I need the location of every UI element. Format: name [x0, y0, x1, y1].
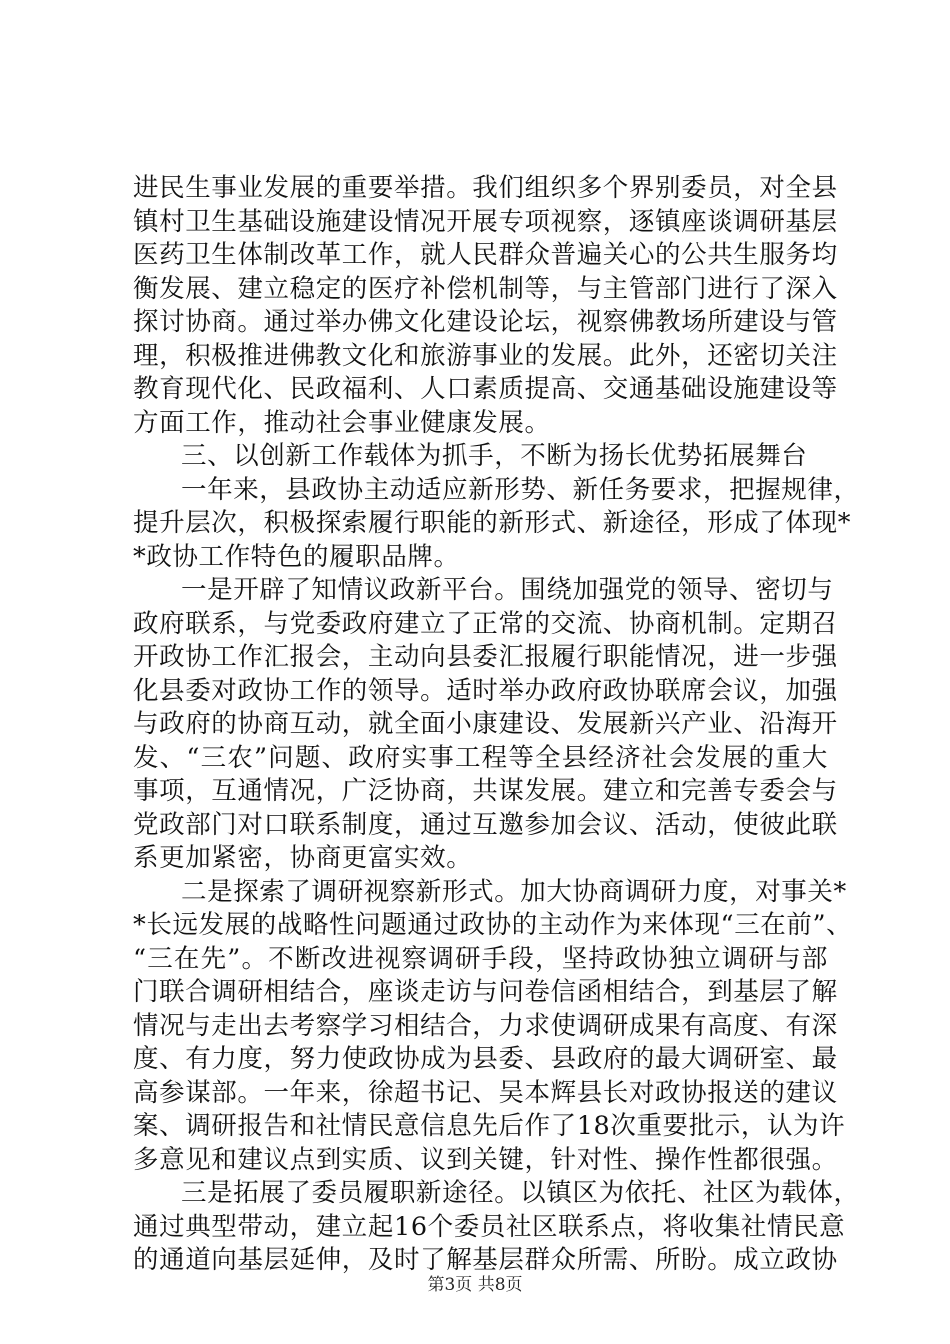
text-line: 度、有力度，努力使政协成为县委、县政府的最大调研室、最	[133, 1044, 838, 1074]
text-line: 进民生事业发展的重要举措。我们组织多个界别委员，对全县	[133, 173, 838, 203]
text-line: 三是拓展了委员履职新途径。以镇区为依托、社区为载体，	[181, 1178, 860, 1208]
text-line: 政府联系，与党委政府建立了正常的交流、协商机制。定期召	[133, 608, 838, 639]
text-line: 门联合调研相结合，座谈走访与问卷信函相结合，到基层了解	[133, 977, 838, 1007]
text-line: 二是探索了调研视察新形式。加大协商调研力度，对事关*	[181, 876, 847, 907]
text-line: 理，积极推进佛教文化和旅游事业的发展。此外，还密切关注	[133, 340, 838, 371]
text-line: 系更加紧密，协商更富实效。	[133, 843, 473, 873]
text-line: 化县委对政协工作的领导。适时举办政府政协联席会议，加强	[133, 675, 838, 706]
document-body	[133, 172, 860, 1278]
text-line: 通过典型带动，建立起16个委员社区联系点，将收集社情民意	[133, 1211, 846, 1242]
text-line: 事项，互通情况，广泛协商，共谋发展。建立和完善专委会与	[133, 776, 838, 806]
text-line: 医药卫生体制改革工作，就人民群众普遍关心的公共生服务均	[133, 240, 838, 270]
text-line: 提升层次，积极探索履行职能的新形式、新途径，形成了体现*	[133, 508, 852, 538]
text-line: 镇村卫生基础设施建设情况开展专项视察，逐镇座谈调研基层	[133, 206, 838, 237]
text-line: 开政协工作汇报会，主动向县委汇报履行职能情况，进一步强	[133, 642, 838, 672]
text-line: *政协工作特色的履职品牌。	[133, 541, 460, 572]
text-line: 与政府的协商互动，就全面小康建设、发展新兴产业、沿海开	[133, 709, 838, 739]
text-line: *长远发展的战略性问题通过政协的主动作为来体现“三在前”、	[133, 910, 853, 940]
text-line: 教育现代化、民政福利、人口素质提高、交通基础设施建设等	[133, 374, 838, 404]
text-line: 一年来，县政协主动适应新形势、新任务要求，把握规律，	[181, 474, 860, 505]
text-line: 三、以创新工作载体为抓手，不断为扬长优势拓展舞台	[181, 441, 808, 471]
text-line: 多意见和建议点到实质、议到关键，针对性、操作性都很强。	[133, 1144, 838, 1175]
text-line: “三在先”。不断改进视察调研手段，坚持政协独立调研与部	[133, 943, 828, 974]
text-line: 案、调研报告和社情民意信息先后作了18次重要批示，认为许	[133, 1111, 846, 1141]
text-line: 方面工作，推动社会事业健康发展。	[133, 407, 551, 438]
text-line: 的通道向基层延伸，及时了解基层群众所需、所盼。成立政协	[133, 1245, 838, 1275]
text-line: 发、“三农”问题、政府实事工程等全县经济社会发展的重大	[133, 742, 828, 773]
text-line: 衡发展、建立稳定的医疗补偿机制等，与主管部门进行了深入	[133, 273, 838, 304]
text-line: 情况与走出去考察学习相结合，力求使调研成果有高度、有深	[133, 1010, 838, 1041]
text-line: 探讨协商。通过举办佛文化建设论坛，视察佛教场所建设与管	[133, 307, 838, 337]
text-line: 一是开辟了知情议政新平台。围绕加强党的领导、密切与	[181, 575, 834, 605]
text-line: 党政部门对口联系制度，通过互邀参加会议、活动，使彼此联	[133, 809, 838, 840]
text-line: 高参谋部。一年来，徐超书记、吴本辉县长对政协报送的建议	[133, 1077, 838, 1108]
page-footer: 第3页 共8页	[427, 1275, 523, 1295]
